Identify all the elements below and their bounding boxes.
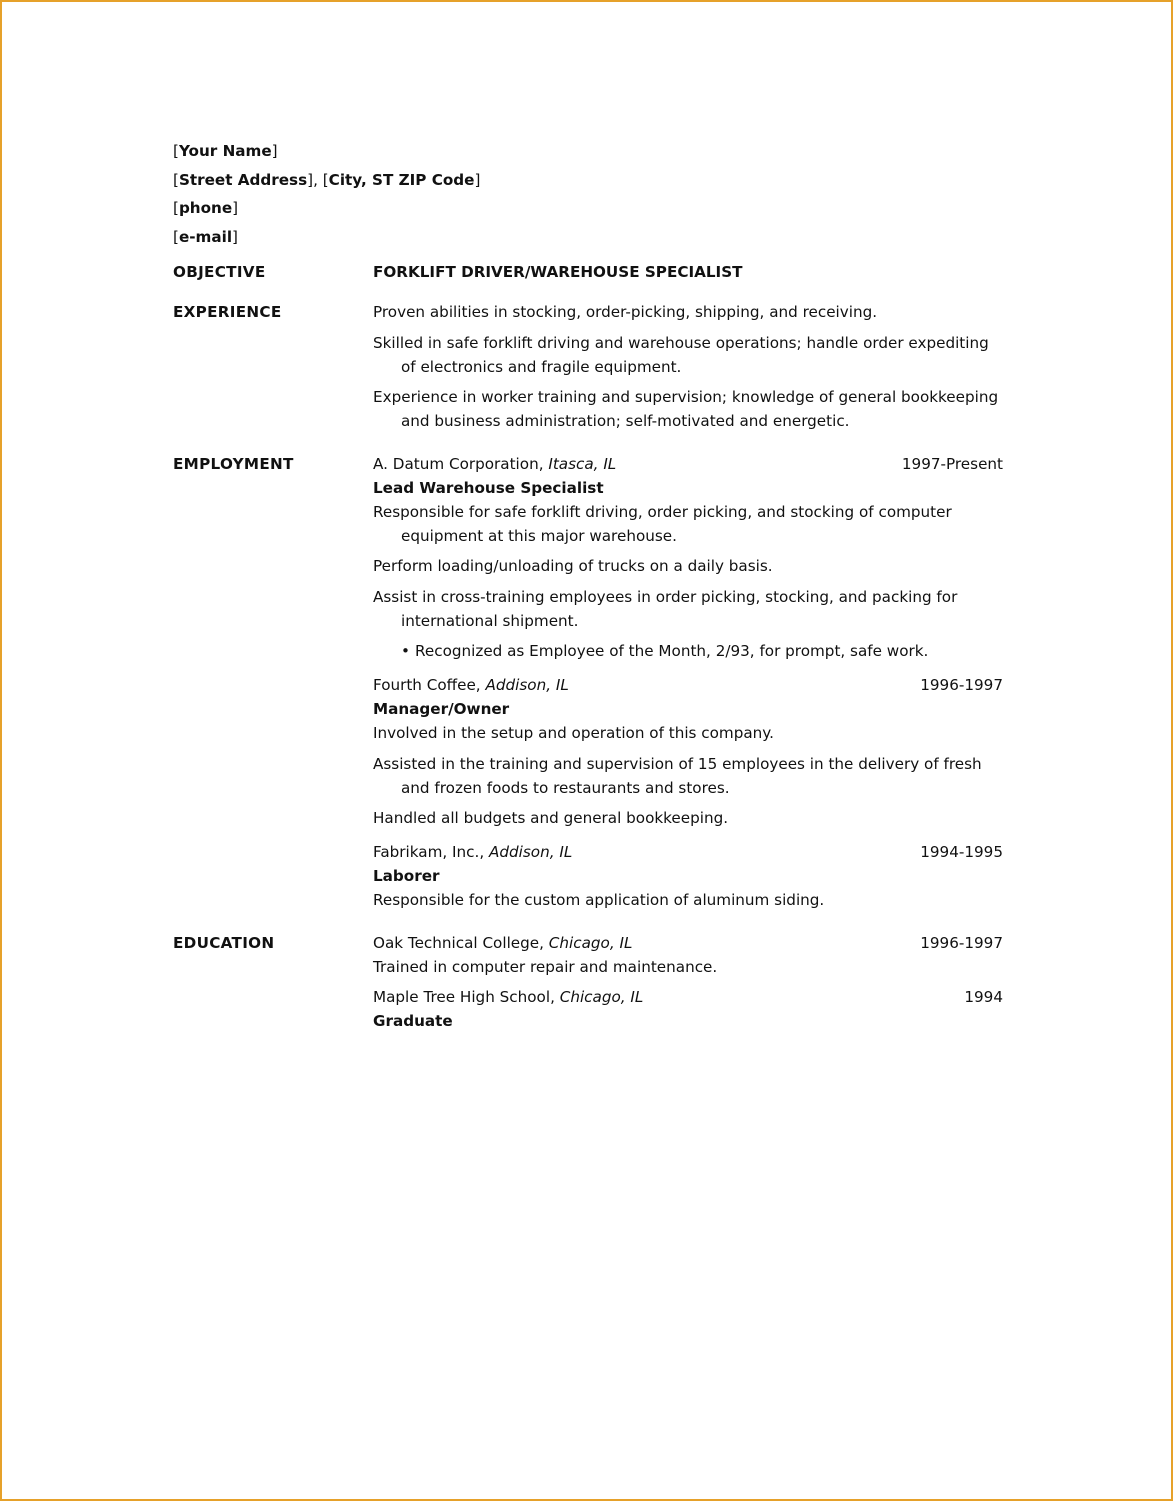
- school-name: Maple Tree High School,: [373, 988, 560, 1006]
- job-title: Lead Warehouse Specialist: [373, 478, 604, 497]
- education-body: [373, 931, 1003, 1034]
- address-line: [Street Address], [City, ST ZIP Code]: [173, 170, 481, 189]
- resume: [173, 138, 1003, 1033]
- school-location: Chicago, IL: [559, 988, 644, 1006]
- school-note: Trained in computer repair and maintenance.: [373, 957, 718, 976]
- phone-line: [phone]: [173, 199, 239, 217]
- job-dates: 1997-Present: [901, 454, 1003, 473]
- experience-body: [373, 300, 1003, 440]
- job-header: [373, 840, 1003, 864]
- job-title: Manager/Owner: [373, 700, 510, 718]
- school-entry: [373, 985, 1003, 1033]
- school-header: [373, 985, 1003, 1009]
- school-institution: [373, 985, 643, 1009]
- education-section: [173, 931, 1003, 1034]
- job-employer: [373, 673, 569, 697]
- experience-label: EXPERIENCE: [173, 303, 282, 321]
- job-employer: [373, 452, 616, 476]
- company-name: Fourth Coffee,: [373, 676, 486, 694]
- company-location: Addison, IL: [488, 843, 573, 861]
- school-dates: 1994: [964, 988, 1003, 1006]
- experience-section: [173, 300, 1003, 440]
- experience-item: Proven abilities in stocking, order-picking, shipping, and receiving.: [373, 303, 878, 321]
- objective-text: FORKLIFT DRIVER/WAREHOUSE SPECIALIST: [373, 263, 743, 281]
- job-duty: Responsible for safe forklift driving, order picking, and stocking of computer equipment at this major warehouse.: [373, 502, 952, 545]
- job-duty: Involved in the setup and operation of this company.: [373, 724, 774, 742]
- job-header: [373, 673, 1003, 697]
- company-location: Addison, IL: [485, 676, 569, 694]
- name-placeholder[interactable]: Your Name: [178, 142, 272, 160]
- job-duty: Perform loading/unloading of trucks on a daily basis.: [373, 557, 773, 575]
- city-state-zip-placeholder[interactable]: City, ST ZIP Code: [328, 170, 475, 189]
- job-duty: Assisted in the training and supervision of 15 employees in the delivery of fresh and frozen foods to restaurants and stores.: [373, 754, 982, 797]
- job-entry: [373, 840, 1003, 912]
- email-line: [e-mail]: [173, 227, 238, 246]
- experience-item: Experience in worker training and supervision; knowledge of general bookkeeping and business administration; self-motivated and energetic.: [373, 388, 999, 430]
- company-name: A. Datum Corporation,: [373, 454, 549, 473]
- job-duty: Responsible for the custom application of aluminum siding.: [373, 891, 825, 909]
- bullet-icon: •: [401, 642, 410, 660]
- school-dates: 1996-1997: [920, 933, 1003, 952]
- job-entry: [373, 673, 1003, 830]
- company-name: Fabrikam, Inc.,: [373, 843, 489, 861]
- job-title: Laborer: [373, 867, 440, 885]
- objective-label: OBJECTIVE: [173, 263, 266, 281]
- email-placeholder[interactable]: e-mail: [178, 227, 233, 246]
- school-header: [373, 931, 1003, 955]
- school-entry: [373, 931, 1003, 979]
- education-label: EDUCATION: [173, 933, 275, 952]
- achievement-text: Recognized as Employee of the Month, 2/93, for prompt, safe work.: [415, 642, 929, 660]
- company-location: Itasca, IL: [548, 454, 617, 473]
- employment-label: EMPLOYMENT: [173, 454, 294, 473]
- job-header: [373, 452, 1003, 476]
- job-dates: 1996-1997: [920, 676, 1003, 694]
- job-entry: [373, 452, 1003, 664]
- job-achievement: [373, 639, 1003, 663]
- school-institution: [373, 931, 632, 955]
- objective-section: [173, 260, 1003, 284]
- experience-item: Skilled in safe forklift driving and warehouse operations; handle order expediting of electronics and fragile equipment.: [373, 333, 989, 376]
- job-employer: [373, 840, 572, 864]
- name-line: [Your Name]: [173, 142, 278, 160]
- job-duty: Assist in cross-training employees in order picking, stocking, and packing for international shipment.: [373, 587, 958, 630]
- school-name: Oak Technical College,: [373, 933, 549, 952]
- employment-body: [373, 452, 1003, 919]
- job-dates: 1994-1995: [920, 843, 1003, 861]
- contact-block: [173, 138, 1003, 252]
- school-location: Chicago, IL: [548, 933, 633, 952]
- school-degree: Graduate: [373, 1012, 453, 1030]
- street-address-placeholder[interactable]: Street Address: [178, 170, 308, 189]
- employment-section: [173, 452, 1003, 919]
- phone-placeholder[interactable]: phone: [178, 199, 233, 217]
- job-duty: Handled all budgets and general bookkeeping.: [373, 809, 729, 827]
